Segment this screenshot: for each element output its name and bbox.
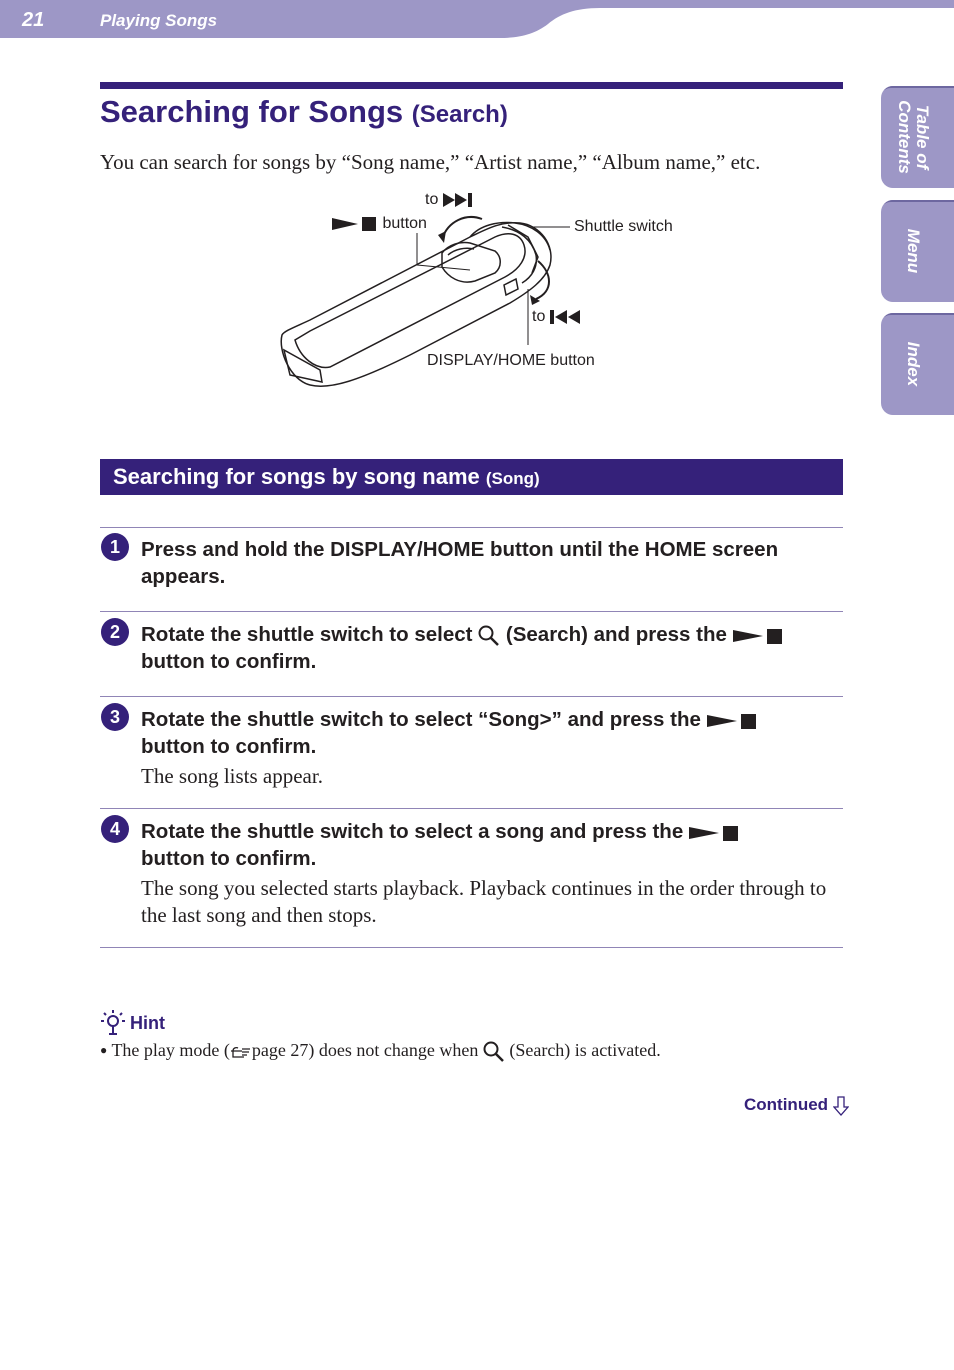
step-title-part: Rotate the shuttle switch to select <box>141 623 473 646</box>
search-icon <box>478 625 500 647</box>
title-rule <box>100 82 843 89</box>
play-button-text: button <box>382 215 427 232</box>
section-name: Playing Songs <box>100 11 218 30</box>
step-number: 3 <box>101 703 129 731</box>
page-header <box>0 0 954 40</box>
continued-link[interactable] <box>744 1095 849 1116</box>
subsection-sub: (Song) <box>485 469 540 488</box>
tab-menu[interactable] <box>881 200 954 302</box>
bullet: ● <box>100 1043 108 1057</box>
to-next-text: to <box>425 191 439 208</box>
hint-text <box>100 1040 661 1063</box>
page-link[interactable]: page 27) does not change when <box>251 1040 479 1060</box>
step-title-part: Rotate the shuttle switch to select “Song>” and press the <box>141 708 701 731</box>
step-title <box>141 621 831 675</box>
to-prev-text: to <box>532 308 546 325</box>
play-button-label <box>332 215 427 233</box>
step-body: The song you selected starts playback. Playback continues in the order through to the last song and then stops. <box>141 876 827 927</box>
title-sub: (Search) <box>411 101 508 128</box>
subsection-main: Searching for songs by song name <box>113 464 480 489</box>
continued-text: Continued <box>744 1095 829 1114</box>
tab-label: Table of Contents <box>895 100 932 174</box>
arrow-down-icon <box>833 1096 849 1116</box>
step-title-part: button to confirm. <box>141 650 317 673</box>
tab-table-of-contents[interactable] <box>881 86 954 188</box>
search-icon <box>483 1041 505 1063</box>
play-stop-icon <box>733 627 785 645</box>
play-stop-icon <box>689 824 741 842</box>
step-number: 1 <box>101 533 129 561</box>
divider <box>100 527 843 528</box>
next-track-icon <box>443 193 479 207</box>
page-title <box>100 94 508 130</box>
lightbulb-icon <box>100 1008 126 1038</box>
prev-track-icon <box>550 310 588 324</box>
to-prev-label <box>532 308 588 326</box>
display-home-label: DISPLAY/HOME button <box>427 352 595 369</box>
divider <box>100 611 843 612</box>
shuttle-switch-label: Shuttle switch <box>574 218 673 235</box>
divider <box>100 808 843 809</box>
tab-label: Index <box>904 341 923 387</box>
player-diagram <box>270 185 690 400</box>
intro-text: You can search for songs by “Song name,” “Artist name,” “Album name,” etc. <box>100 150 761 174</box>
tab-index[interactable] <box>881 313 954 415</box>
tab-label: Menu <box>904 228 923 274</box>
step-title: Press and hold the DISPLAY/HOME button until the HOME screen appears. <box>141 538 779 588</box>
step-number: 2 <box>101 618 129 646</box>
subsection-heading <box>100 459 843 495</box>
subsection-title <box>113 464 540 490</box>
step-title <box>141 706 831 760</box>
step-title-part: (Search) and press the <box>505 623 727 646</box>
step-title <box>141 818 831 872</box>
hint-text-part: (Search) is activated. <box>509 1040 661 1060</box>
divider <box>100 947 843 948</box>
step-title-part: button to confirm. <box>141 847 317 870</box>
step-title-part: button to confirm. <box>141 735 317 758</box>
step-title-part: Rotate the shuttle switch to select a song and press the <box>141 820 684 843</box>
title-main: Searching for Songs <box>100 94 404 129</box>
page-number: 21 <box>22 9 45 31</box>
to-next-label <box>425 191 479 209</box>
step-body: The song lists appear. <box>141 764 323 788</box>
divider <box>100 696 843 697</box>
pointing-hand-icon <box>230 1045 252 1059</box>
play-stop-icon <box>332 216 378 232</box>
step-number: 4 <box>101 815 129 843</box>
play-stop-icon <box>707 712 759 730</box>
hint-label: Hint <box>130 1013 165 1033</box>
hint-text-part: The play mode ( <box>111 1040 230 1060</box>
